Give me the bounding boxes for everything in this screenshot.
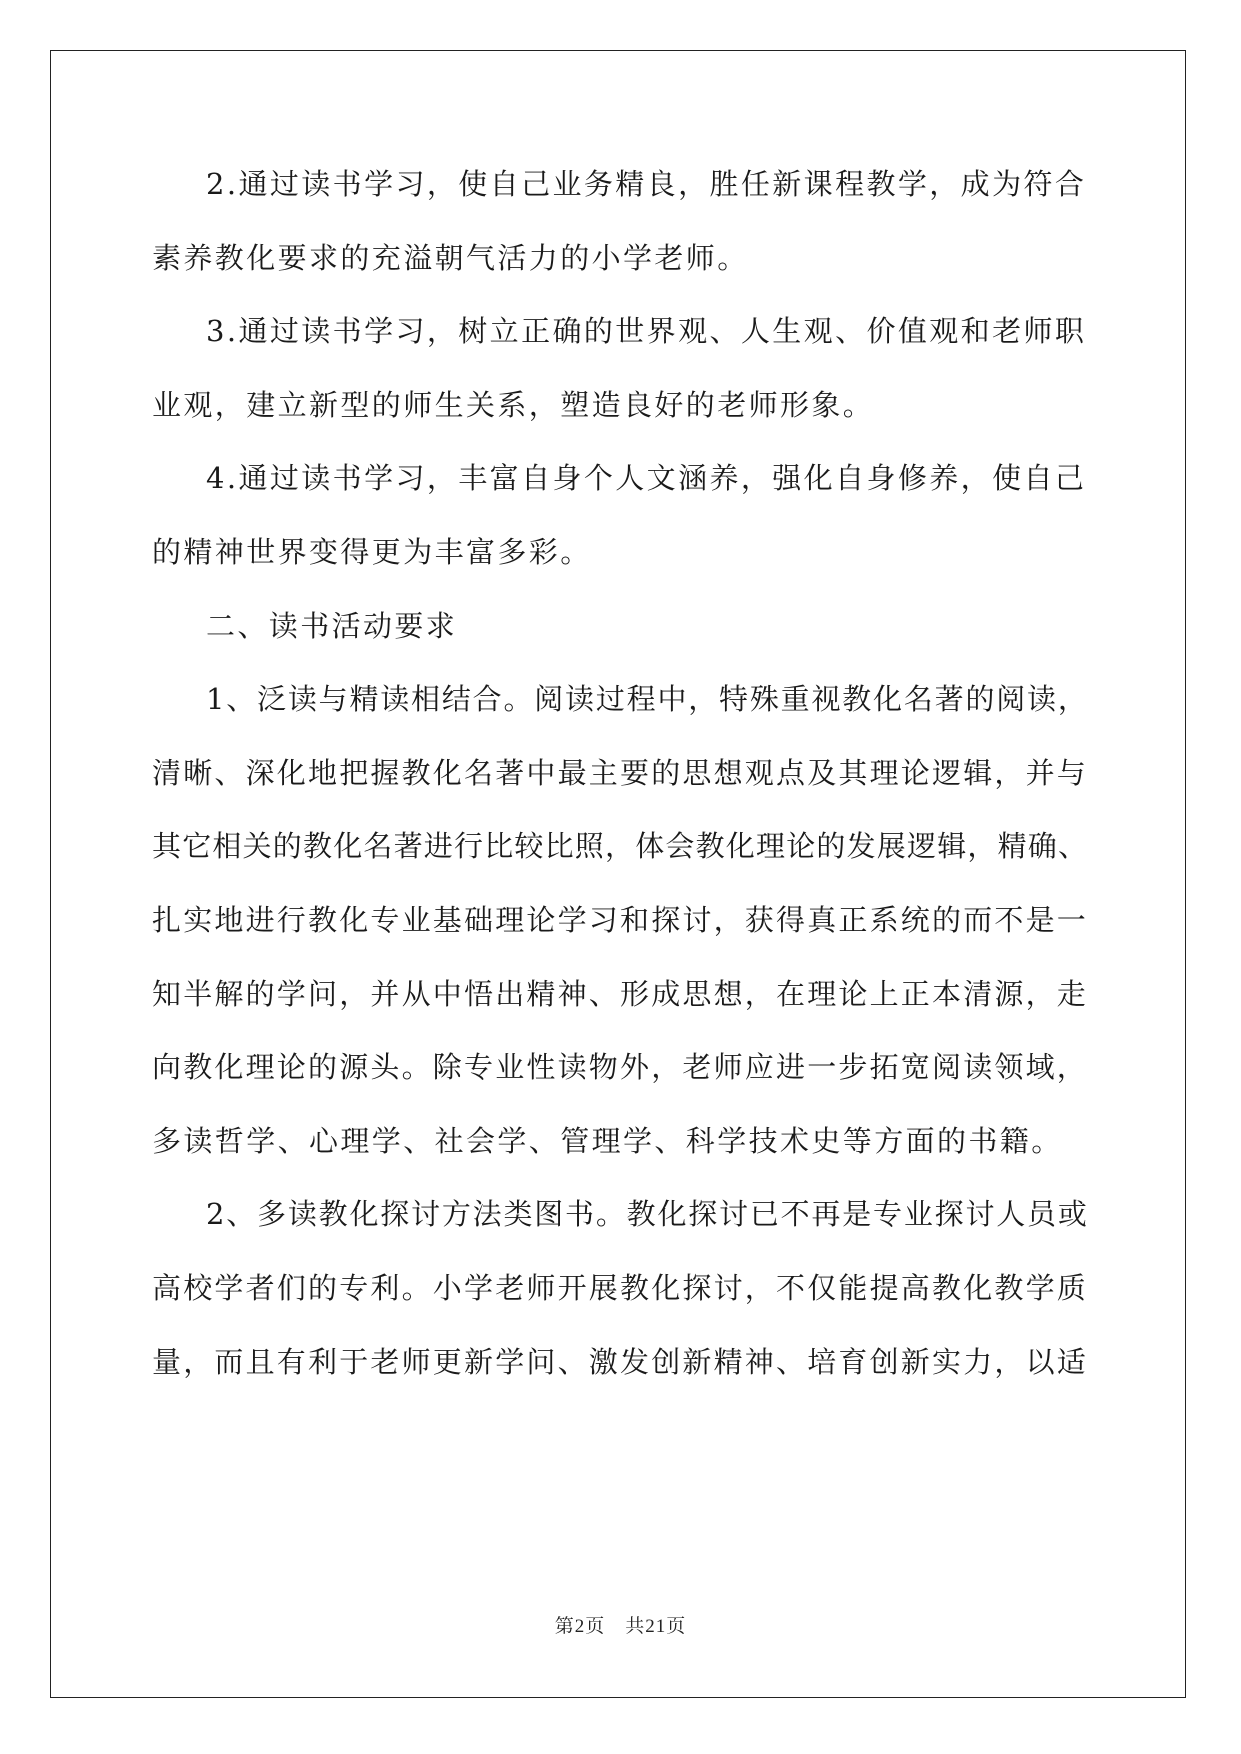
text-line: 1、泛读与精读相结合。阅读过程中，特殊重视教化名著的阅读， bbox=[206, 682, 1089, 717]
text-line: 的精神世界变得更为丰富多彩。 bbox=[152, 534, 592, 569]
text-line: 素养教化要求的充溢朝气活力的小学老师。 bbox=[152, 240, 749, 275]
text-line: 向教化理论的源头。除专业性读物外，老师应进一步拓宽阅读领域， bbox=[152, 1050, 1089, 1085]
footer-suffix: 页 bbox=[666, 1615, 687, 1637]
text-line: 二、读书活动要求 bbox=[206, 608, 458, 643]
text-line: 业观，建立新型的师生关系，塑造良好的老师形象。 bbox=[152, 387, 875, 422]
text-line: 多读哲学、心理学、社会学、管理学、科学技术史等方面的书籍。 bbox=[152, 1123, 1063, 1158]
footer-total-pages: 21 bbox=[645, 1616, 667, 1637]
footer-prefix: 第 bbox=[554, 1615, 575, 1637]
text-line: 3.通过读书学习，树立正确的世界观、人生观、价值观和老师职 bbox=[206, 314, 1087, 349]
text-line: 高校学者们的专利。小学老师开展教化探讨，不仅能提高教化教学质 bbox=[152, 1270, 1089, 1305]
text-line: 2.通过读书学习，使自己业务精良，胜任新课程教学，成为符合 bbox=[206, 167, 1087, 201]
text-line: 4.通过读书学习，丰富自身个人文涵养，强化自身修养，使自己 bbox=[206, 461, 1087, 496]
text-line: 2、多读教化探讨方法类图书。教化探讨已不再是专业探讨人员或 bbox=[206, 1197, 1089, 1232]
page-footer bbox=[0, 1611, 1241, 1638]
footer-mid: 页 共 bbox=[585, 1615, 646, 1637]
footer-current-page: 2 bbox=[574, 1616, 586, 1637]
text-line: 知半解的学问，并从中悟出精神、形成思想，在理论上正本清源，走 bbox=[152, 976, 1089, 1011]
text-line: 扎实地进行教化专业基础理论学习和探讨，获得真正系统的而不是一 bbox=[152, 902, 1089, 937]
text-line: 量，而且有利于老师更新学问、激发创新精神、培育创新实力，以适 bbox=[152, 1344, 1089, 1379]
text-line: 其它相关的教化名著进行比较比照，体会教化理论的发展逻辑，精确、 bbox=[152, 829, 1089, 864]
page-border bbox=[50, 50, 1186, 1698]
text-line: 清晰、深化地把握教化名著中最主要的思想观点及其理论逻辑，并与 bbox=[152, 755, 1089, 790]
